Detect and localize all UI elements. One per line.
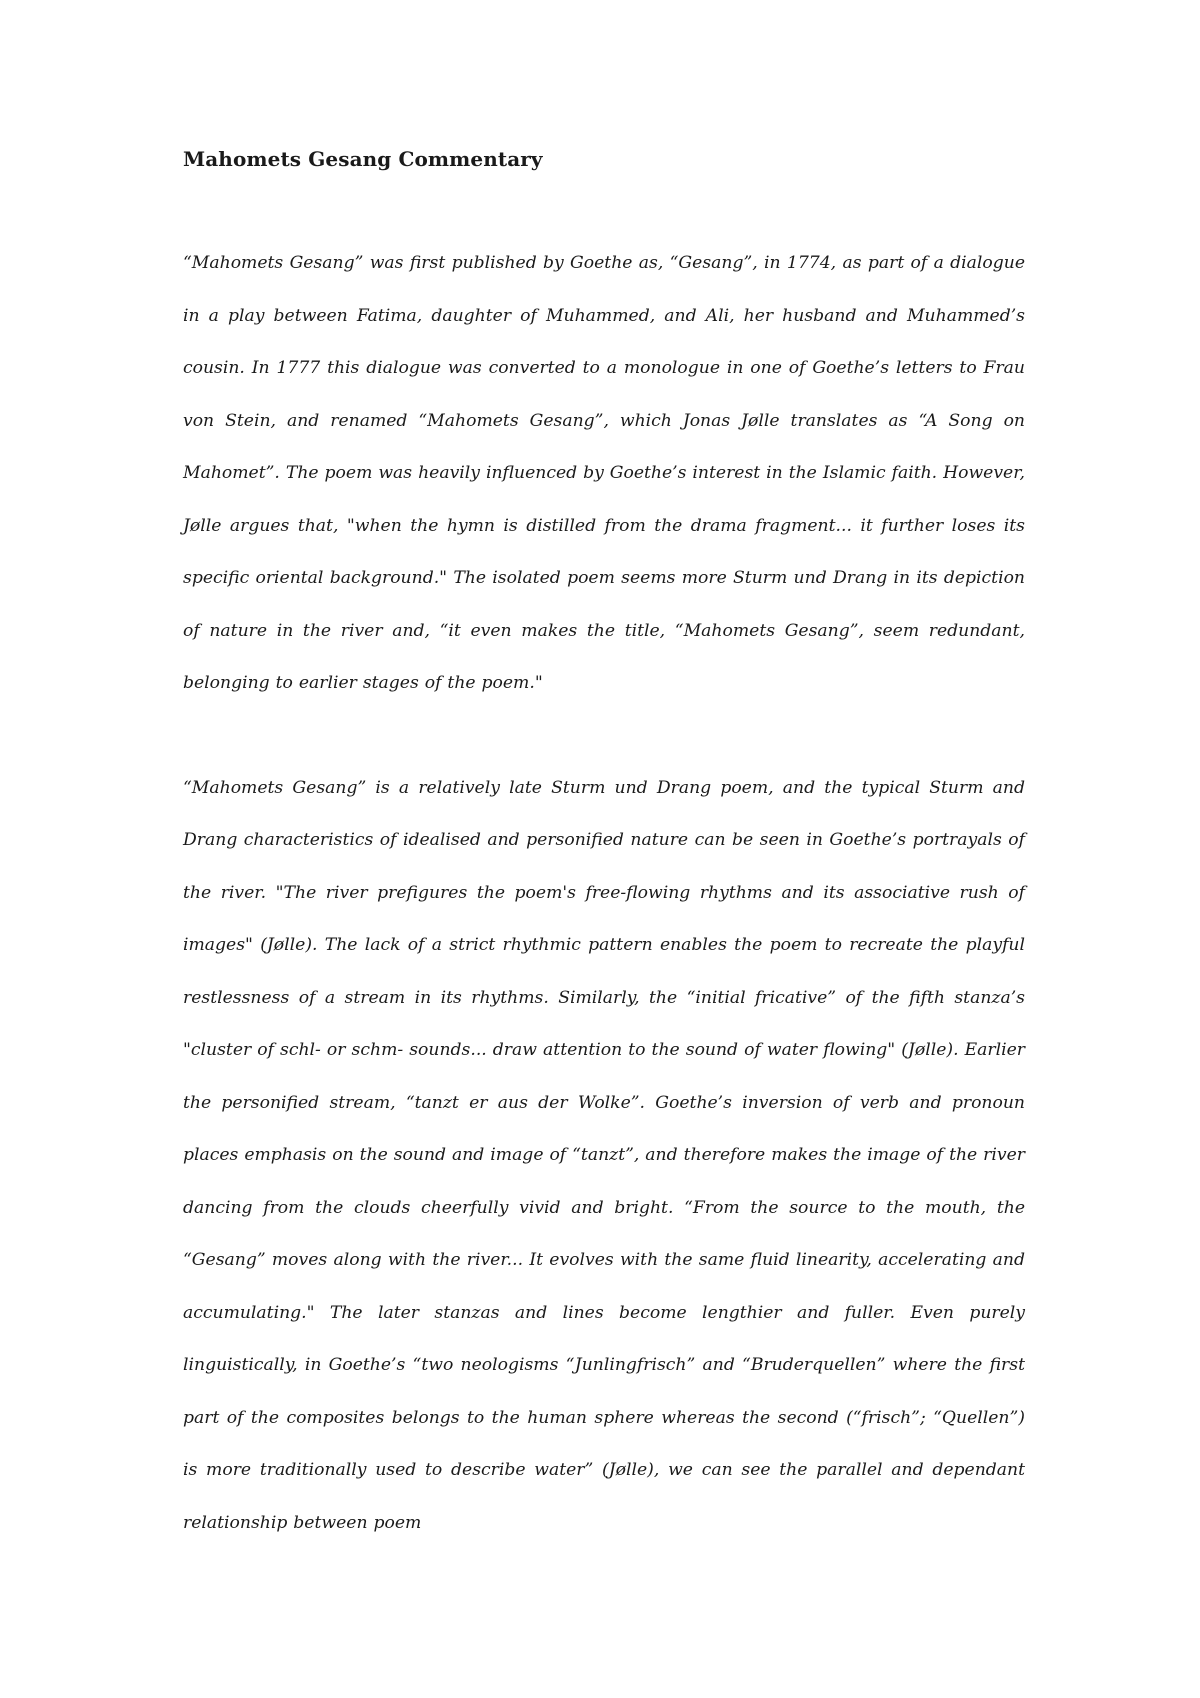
paragraph-sturm-und-drang: “Mahomets Gesang” is a relatively late Sturm und Drang poem, and the typical Sturm and Drang characteristics of idealised and personified nature can be seen in Goethe’s portrayals of the river. "The river prefigures the poem's free-flowing rhythms and its associative rush of images" (Jølle). The lack of a strict rhythmic pattern enables the poem to recreate the playful restlessness of a stream in its rhythms. Similarly, the “initial fricative” of the fifth stanza’s "cluster of schl- or schm- sounds... draw attention to the sound of water flowing" (Jølle). Earlier the personified stream, “tanzt er aus der Wolke”. Goethe’s inversion of verb and pronoun places emphasis on the sound and image of “tanzt”, and therefore makes the image of the river dancing from the clouds cheerfully vivid and bright. “From the source to the mouth, the “Gesang” moves along with the river... It evolves with the same fluid linearity, accelerating and accumulating." The later stanzas and lines become lengthier and fuller. Even purely linguistically, in Goethe’s “two neologisms “Junlingfrisch” and “Bruderquellen” where the first part of the composites belongs to the human sphere whereas the second (“frisch”; “Quellen”) is more traditionally used to describe water” (Jølle), we can see the parallel and dependant relationship between poem <box>183 777 1025 1533</box>
document-body <box>183 143 1025 1549</box>
paragraph-publication-history: “Mahomets Gesang” was first published by Goethe as, “Gesang”, in 1774, as part of a dialogue in a play between Fatima, daughter of Muhammed, and Ali, her husband and Muhammed’s cousin. In 1777 this dialogue was converted to a monologue in one of Goethe’s letters to Frau von Stein, and renamed “Mahomets Gesang”, which Jonas Jølle translates as “A Song on Mahomet”. The poem was heavily influenced by Goethe’s interest in the Islamic faith. However, Jølle argues that, "when the hymn is distilled from the drama fragment... it further loses its specific oriental background." The isolated poem seems more Sturm und Drang in its depiction of nature in the river and, “it even makes the title, “Mahomets Gesang”, seem redundant, belonging to earlier stages of the poem." <box>183 253 1025 693</box>
document-title: Mahomets Gesang Commentary <box>183 147 543 171</box>
